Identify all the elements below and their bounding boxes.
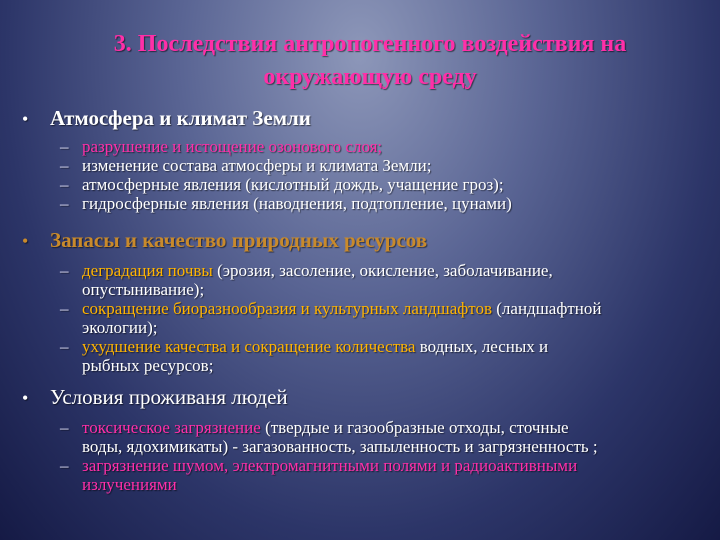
section-heading: Запасы и качество природных ресурсов [50, 228, 428, 252]
list-item [60, 137, 702, 156]
section-items [60, 137, 702, 213]
item-text: загрязнение шумом, электромагнитными полями и радиоактивными [82, 456, 578, 475]
item-text: (твердые и газообразные отходы, сточные [260, 418, 569, 437]
bullet-icon: • [22, 388, 29, 408]
section-heading-row [22, 228, 702, 253]
section-heading-row [22, 385, 712, 410]
section-items [60, 261, 702, 375]
list-item-text: изменение состава атмосферы и климата Земли; [82, 156, 432, 175]
item-text: (эрозия, засоление, окисление, заболачивание, [212, 261, 553, 280]
list-item [60, 156, 702, 175]
dash-icon: – [60, 175, 69, 194]
list-item-text: атмосферные явления (кислотный дождь, учащение гроз); [82, 175, 504, 194]
section-heading: Условия проживаня людей [50, 385, 288, 409]
list-item [60, 194, 702, 213]
list-item [60, 456, 712, 494]
list-item-text [82, 261, 553, 299]
bullet-icon: • [22, 109, 29, 129]
slide-title [40, 28, 700, 94]
list-item [60, 299, 702, 337]
item-text: (ландшафтной [492, 299, 602, 318]
item-text-continued: экологии); [82, 318, 158, 337]
dash-icon: – [60, 299, 69, 318]
item-text-continued: опустынивание); [82, 280, 205, 299]
section-living-conditions [22, 385, 712, 494]
item-text-continued: рыбных ресурсов; [82, 356, 214, 375]
list-item [60, 418, 712, 456]
dash-icon: – [60, 261, 69, 280]
section-heading: Атмосфера и климат Земли [50, 106, 311, 130]
section-heading-row [22, 106, 702, 131]
list-item-text [82, 418, 598, 456]
dash-icon: – [60, 456, 69, 475]
highlight-text: сокращение биоразнообразия и культурных ландшафтов [82, 299, 493, 318]
highlight-text: токсическое загрязнение [82, 418, 261, 437]
item-text-continued: излучениями [82, 475, 177, 494]
highlight-text: деградация почвы [82, 261, 213, 280]
list-item-text: разрушение и истощение озонового слоя; [82, 137, 383, 156]
highlight-text: ухудшение качества и сокращение количества [82, 337, 416, 356]
dash-icon: – [60, 137, 69, 156]
list-item [60, 175, 702, 194]
section-items [60, 418, 712, 494]
dash-icon: – [60, 418, 69, 437]
dash-icon: – [60, 156, 69, 175]
list-item-text [82, 337, 548, 375]
dash-icon: – [60, 337, 69, 356]
list-item [60, 261, 702, 299]
list-item-text: гидросферные явления (наводнения, подтопление, цунами) [82, 194, 512, 213]
list-item-text [82, 456, 577, 494]
list-item [60, 337, 702, 375]
dash-icon: – [60, 194, 69, 213]
bullet-icon: • [22, 231, 29, 251]
item-text: водных, лесных и [415, 337, 549, 356]
slide-title-line-1: 3. Последствия антропогенного воздействия на [113, 31, 627, 57]
item-text-continued: воды, ядохимикаты) - загазованность, запыленность и загрязненность ; [82, 437, 598, 456]
section-atmosphere [22, 106, 702, 213]
section-resources [22, 228, 702, 375]
slide-title-line-2: окружающую среду [263, 64, 477, 90]
list-item-text [82, 299, 601, 337]
